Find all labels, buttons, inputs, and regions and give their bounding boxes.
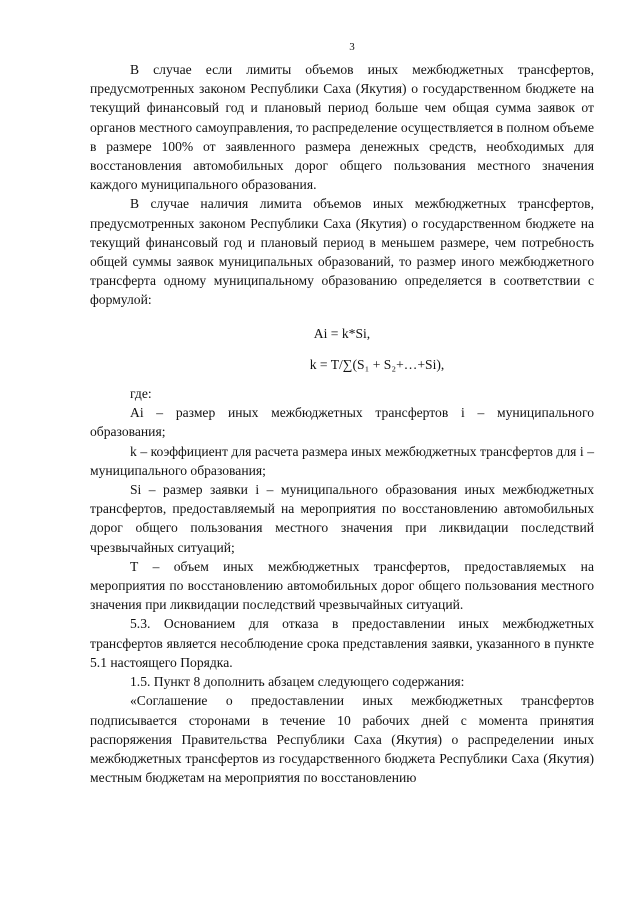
- paragraph-limits-exceed: В случае если лимиты объемов иных межбюджетных трансфертов, предусмотренных законом Республики Саха (Якутия) о государственном бюджете на текущий финансовый год и плановый период больше чем общая сумма заявок от органов местного самоуправления, то распределение осуществляется в полном объеме в размере 100% от заявленного размера денежных средств, необходимых для восстановления автомобильных дорог общего пользования местного значения каждого муниципального образования.: [90, 62, 594, 193]
- formula-ai: Ai = k*Si,: [313, 325, 371, 341]
- paragraph-1-5: 1.5. Пункт 8 дополнить абзацем следующего содержания:: [130, 674, 465, 690]
- definition-t: Т – объем иных межбюджетных трансфертов, предоставляемых на мероприятия по восстановлению автомобильных дорог общего пользования местного значения при ликвидации последствий чрезвычайных ситуаций.: [90, 558, 594, 613]
- page-number: 3: [349, 41, 355, 53]
- formula-k: k = T/∑(S₁ + S₂+…+Si),: [309, 356, 445, 372]
- paragraph-agreement-quote: «Соглашение о предоставлении иных межбюджетных трансфертов подписывается сторонами в течение 10 рабочих дней с момента принятия распоряжения Правительства Республики Саха (Якутия) о распределении иных межбюджетных трансфертов из государственного бюджета Республики Саха (Якутия) местным бюджетам на мероприятия по восстановлению: [90, 693, 594, 786]
- paragraph-5-3: 5.3. Основанием для отказа в предоставлении иных межбюджетных трансфертов является несоблюдение срока представления заявки, указанного в пункте 5.1 настоящего Порядка.: [90, 616, 594, 670]
- paragraph-limits-less: В случае наличия лимита объемов иных межбюджетных трансфертов, предусмотренных законом Республики Саха (Якутия) о государственном бюджете на текущий финансовый год и плановый период в меньшем размере, чем потребность общей суммы заявок муниципальных образований, то размер иного межбюджетного трансферта одному муниципальному образованию определяется в соответствии с формулой:: [90, 196, 594, 308]
- definition-si: Si – размер заявки i – муниципального образования иных межбюджетных трансфертов, предоставляемый на мероприятия по восстановлению автомобильных дорог общего пользования местного значения при ликвидации последствий чрезвычайных ситуаций;: [90, 482, 594, 555]
- where-label: где:: [130, 386, 152, 402]
- definition-k: k – коэффициент для расчета размера иных межбюджетных трансфертов для i – муниципального образования;: [90, 443, 594, 478]
- definition-ai: Ai – размер иных межбюджетных трансфертов i – муниципального образования;: [90, 405, 594, 440]
